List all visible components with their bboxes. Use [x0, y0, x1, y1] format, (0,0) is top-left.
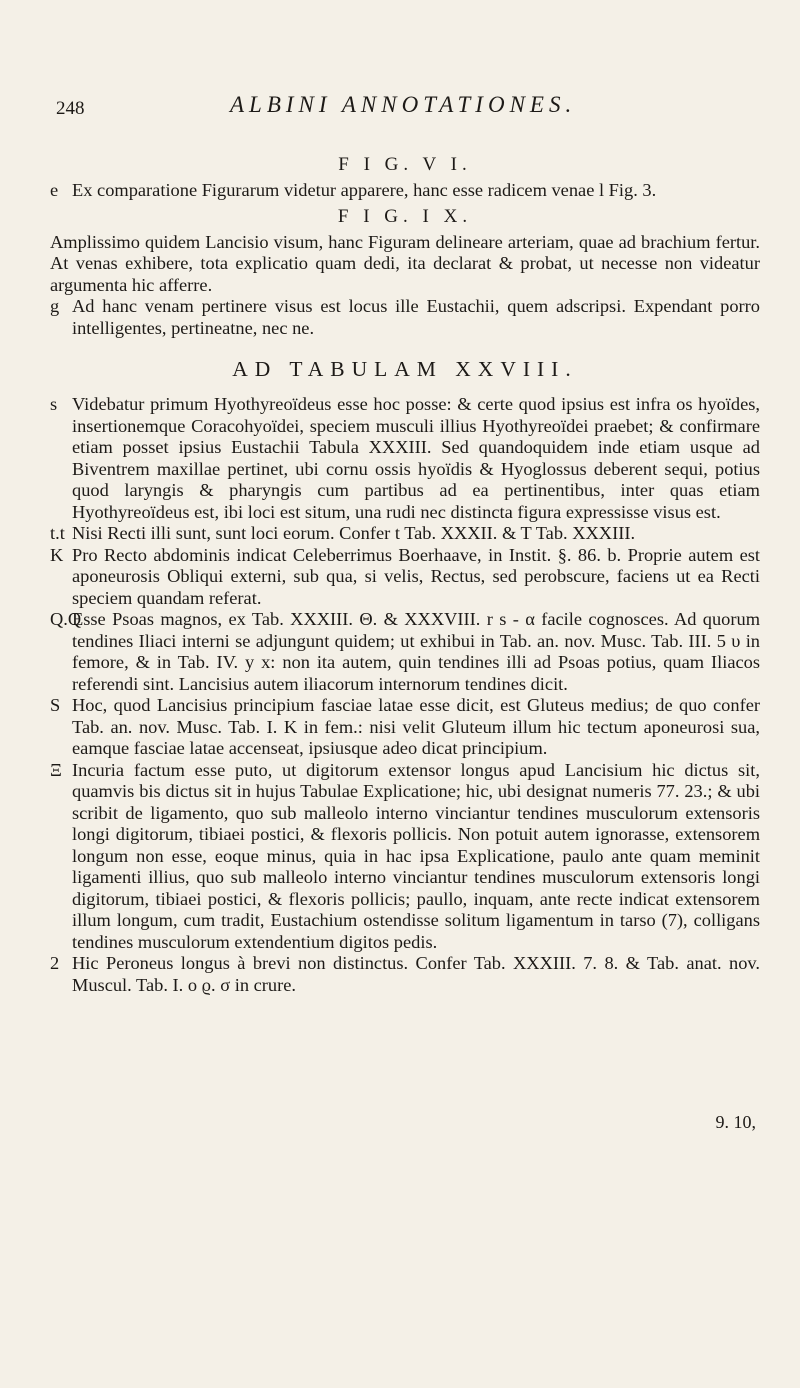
entry-text: Incuria factum esse puto, ut digitorum extensor longus apud Lancisium hic dictus sit, quamvis bis dictus sit in hujus Tabulae Explicatione; hic, ubi designat numeris 77. 23.; & ubi scribit de ligamento, quo sub malleolo interno vinciantur tendines musculorum extensoris longi digitorum, tibiaei postici, & flexoris pollicis. Non potuit autem ignorasse, extensorem longum non esse, eoque minus, quia in hac ipsa Explicatione, paulo ante quam meminit ligamenti illius, quo sub malleolo interno vinciantur tendines musculorum extensoris longi digitorum, tibiaei postici, & flexoris pollicis; paullo, inquam, ante recte indicat extensorem illum longum, cum tradit, Eustachium ostendisse solitum ligamentum in tarso (7), colligans tendines musculorum extendentium digitos pedis. [72, 759, 760, 952]
section-heading: AD TABULAM XXVIII. [232, 357, 578, 381]
entry-marker: Ξ [50, 759, 62, 780]
page-number: 248 [56, 98, 85, 119]
running-title: ALBINI ANNOTATIONES. [230, 92, 577, 117]
paragraph: Amplissimo quidem Lancisio visum, hanc Figuram delineare arteriam, quae ad brachium fertur. At venas exhibere, tota explicatio quam dedi, ita declarat & probat, ut necesse non videatur argumenta hic afferre. [50, 231, 760, 295]
entry-marker: S [50, 695, 61, 715]
entry-text: Videbatur primum Hyothyreoïdeus esse hoc posse: & certe quod ipsius est infra os hyoïdes, insertionemque Coracohyoïdei, speciem musculi illius Hyothyreoïdei praebet; & confirmare etiam posset ipsius Eustachii Tabula XXXIII. Sed quandoquidem inde etiam usque ad Biventrem maxillae pertinet, ubi cornu ossis hyoïdis & Hyoglossus deberent sequi, potius quod laryngis & pharyngis cum partibus ad ea pertinentibus, inter quas etiam Hyothyreoïdeus est, ibi loci est situm, una rudi nec distincta figura expressisse visus est. [72, 394, 760, 522]
entry-text: Hoc, quod Lancisius principium fasciae latae esse dicit, est Gluteus medius; de quo confer Tab. an. nov. Musc. Tab. I. K in fem.: nisi velit Gluteum illum hic tectum aponeurosi sua, eamque fasciae latae accenseat, ipsiusque adeo dicat principium. [72, 695, 760, 758]
catchword: 9. 10, [715, 1112, 756, 1132]
annotation-entry [50, 545, 760, 610]
annotation-entry [50, 609, 760, 695]
page-header [56, 92, 756, 122]
entry-marker: s [50, 394, 58, 414]
entry-marker: t.t [50, 523, 65, 543]
annotation-entry [50, 180, 760, 202]
annotation-entry [50, 394, 760, 523]
annotation-entry [50, 695, 760, 760]
entry-text: Nisi Recti illi sunt, sunt loci eorum. Confer t Tab. XXXII. & T Tab. XXXIII. [72, 523, 636, 543]
figure-heading: F I G. V I. [338, 154, 472, 175]
entry-marker: e [50, 180, 59, 200]
annotation-entry [50, 523, 760, 545]
text-body [50, 150, 760, 996]
entry-text: Pro Recto abdominis indicat Celeberrimus Boerhaave, in Instit. §. 86. b. Proprie autem est aponeurosis Obliqui externi, sub qua, si velis, Rectus, sed perobscure, faciens ut ea Recti speciem quandam referat. [72, 544, 760, 608]
figure-heading: F I G. I X. [337, 205, 473, 227]
entry-text: Ex comparatione Figurarum videtur apparere, hanc esse radicem venae l Fig. 3. [72, 180, 657, 200]
entry-text: Ad hanc venam pertinere visus est locus ille Eustachii, quem adscripsi. Expendant porro intelligentes, pertineatne, nec ne. [72, 296, 760, 338]
annotation-entry [50, 760, 760, 954]
entry-text: Esse Psoas magnos, ex Tab. XXXIII. Θ. & XXXVIII. r s - α facile cognosces. Ad quorum tendines Iliaci interni se adjungunt quidem; ut exhibui in Tab. an. nov. Musc. Tab. III. 5 υ in femore, & in Tab. IV. y x: non ita autem, quin tendines illi ad Psoas potius, quam Iliacos referendi sint. Lancisius autem iliacorum internorum tendines dicit. [72, 609, 760, 694]
entry-text: Hic Peroneus longus à brevi non distinctus. Confer Tab. XXXIII. 7. 8. & Tab. anat. nov. Muscul. Tab. I. o ϱ. σ in crure. [72, 953, 760, 995]
entry-marker: Q.Q [50, 609, 82, 629]
annotation-entry [50, 296, 760, 339]
entry-marker: K [50, 544, 64, 565]
entry-marker: 2 [50, 953, 60, 973]
annotation-entry [50, 953, 760, 996]
entry-marker: g [50, 296, 60, 316]
